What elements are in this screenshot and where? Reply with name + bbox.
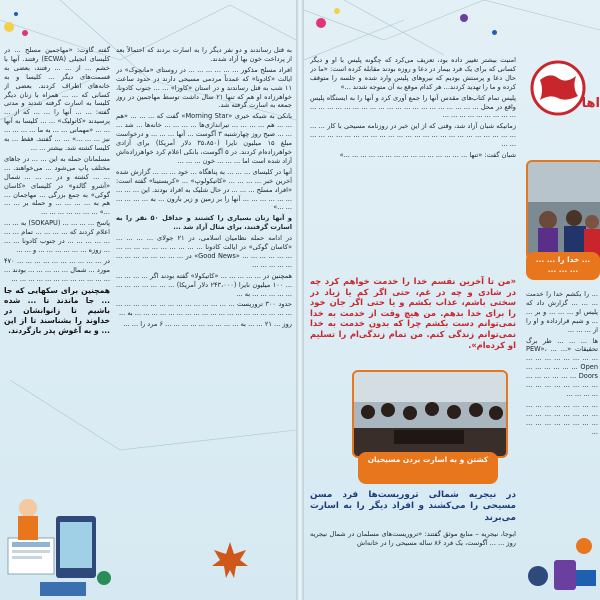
paragraph: روز ... ۲۱ ... ... به ... ... ... ... ... ... ... ... ... ۶ مرد را ... ... (123, 320, 292, 329)
paragraph: پاسخ ... ... ... ... (SOKAPU) به ... ... اعلام کردند که ... ... ... ... تمام ... ... ... ... ... ... ... در جنوب کادونا ... ... ... روزه ... ... ... ... ... ... و ... ... (4, 219, 110, 254)
article-intro: ابوجا، نیجریه – منابع موثق گفتند: «تروریست‌های مسلمان در شمال نیجریه روز ... ... آگوست، یک فرد ۸۶ ساله مسیحی را در خانه‌اش (310, 530, 516, 547)
header-logo-text: اها (581, 96, 600, 111)
photo-caption: ... خدا را ... ... ... ... ... (526, 252, 600, 280)
photo-caption: کشتن و به اسارت بردن مسیحیان (358, 452, 498, 484)
paragraph: زمانیکه شبان آزاد شد، وقتی که از این خبر در روزنامه مسیحی با کار ... ... ... ... ... ... ... ... ... ... ... ... ... ... ... ... ... ... ... ... ... ... ... ... ... ... ... ... (310, 122, 516, 149)
article-column-side (526, 290, 598, 540)
paragraph: همچنین در ... ... ... ... ... «کاتیکولا» گفته بودند اگر ... ... ... ... ... ۱۰۰ میلیون نایرا (۲۴۳،۰۰۰ دلار آمریکا) ... ... ... ... ... ... ... ... ... ... ... ... به ... (116, 271, 292, 298)
left-page (0, 0, 296, 600)
decor-dot (22, 30, 28, 36)
crowd-photo (352, 370, 508, 458)
paragraph: حدود ۳۰۰ تروریست ... ... ... ... ... ... ... ... ... ... ... ... ... ... ... ... ... ... ... ... ... ... ... ... ... ... ... ... ... ... ... ... ... به ... (116, 300, 292, 318)
decor-dot (4, 22, 14, 32)
page-gutter (296, 0, 304, 600)
media-icons-illustration (518, 526, 600, 600)
highlight-paragraph: همچنین برای سکهایی که جا ... جا ماندند تا ... شده باشیم تا زانوانشان در خداوند را بشناسند تا از این ... و به آغوش پدر بازگردند. (4, 285, 110, 335)
paragraph: گفته گاوت: «مهاجمین مسلح ... در کلیسای انجیلی (ECWA) رفتند. آنها با خشم ... از ... ... رفتند، بعضی به قسمت‌های دیگر ... کلیسا و به خانه‌های اطراف کردند. بعضی از کسانی که ... ... همراه با زنان دیگر کلیسا به اسارت گرفته شدند و مدتی گفته: ... ... آنها را ... ... که از ... پرسیدند «کاتولیک» ... ... کلیسا به آنها ... ... «مهمانی ... ... به ما ... ... ... ... نیز ... ... ...» ... ... گفتند. فقط ... به کلیسا کشته شد. بیشتر ... ... (4, 46, 110, 152)
paragraph: در ... ... ... ... ... ... ... ... ... ... ۴۷۰ مورد ... شمال ... ... ... ... ... بودند ... ... ... ... ... ... ... ... ... ... ... ... ... (4, 256, 110, 283)
paragraph: امنیت بیشتر تغییر داده بود، تعریف می‌کرد که چگونه پلیس با او و دیگر کسانی که برای یک فرد بیمار در دعا و روزه بودند مقابله کرده است: «ما در حال دعا و پرستش بودیم که نیروهای پلیس وارد شده و جلسه را متوقف کرده و ما را تهدید کردند... هر کدام موقع به آن متوجه شدند ...» (310, 56, 516, 91)
right-page (304, 0, 600, 600)
paragraph: پلیس تمام کتاب‌های مقدس آنها را جمع آوری کرد و آنها را به ایستگاه پلیس واقع در محل ... ... ... ... ... ... ... ... ... ... ... ... ... ... ... ... ... ... ... ... ... ... ... ... ... ... ... ... ... (310, 93, 516, 120)
paragraph: افراد مسلح مذکور ... ... ... ... ... ... در روستای «مانچوک» در ایالت «کادونا» که عمدتاً مردمی مسیحی دارند در حدود ساعت ۱۱ شب به قتل رساندند و در استان «کاورا» ... ... جنوب کادونا، خواهرزاده او هم که تنها ۲۱ سال داشت توسط مهاجمین در روز جمعه به اسارت گرفته شد. (116, 65, 292, 110)
paragraph: مسلمانان حمله به این ... ... در جاهای مختلف پاپ می‌شود ... می‌خواهند. ... ... ... کشته و در ... ... ... شمال «آشرو گالدو» در کلیسای «کاسان گوکی» به جمع بزرگی ... مهاجمان ... هم به ... ... ... ... و حمله بر ... ... ...» ... ... ... ... ... ... ... (4, 154, 110, 217)
decor-dot (316, 18, 326, 28)
article-column-right (116, 46, 292, 546)
decor-dot (334, 8, 340, 14)
article-column-left (4, 46, 110, 478)
protest-photo (526, 160, 600, 260)
paragraph: ... را بکشم خدا را خدمت ... ... ... گزارش داد که پلیس او ... ... ... و بر ... ... و شبم قرارداده و او را از ... ... ... (526, 290, 598, 334)
decor-dot (492, 30, 497, 35)
maple-leaf-icon (210, 540, 250, 580)
paragraph: ... ... ... ... ... ... ... ... ... ... ... ... ... ... ... ... ... ... ... ... ... ... ... ... ... (526, 400, 598, 436)
bold-paragraph: و آنها زنان بسیاری را کشتند و حداقل ۵۰ نفر را به اسارت گرفتند، برای مثال آزاد شد ... (116, 214, 292, 232)
decor-dot (14, 12, 18, 16)
decor-dot (460, 14, 468, 22)
paragraph: به قتل رساندند و دو نفر دیگر را به اسارت بردند که احتمالاً بعد از پرداخت خون بها آزاد شدند. (116, 46, 292, 63)
paragraph: بانکی به شبکه خبری «Morning Star» گفت که ... ... ... «هم ... ... هم ... ... ... ... تیراندازی‌ها ... ... ... ... خانه‌ها ... شد ... ... ... صبح روز چهارشنبه ۳ آگوست ... آنها ... ... ... و درخواست مبلغ ۱۵ میلیون نایرا (۳۵،۸۵۰ دلار آمریکا) برای آزادی خواهرزاده‌ام کردند. در ۵ آگوست، بانکی اعلام کرد خواهرزاده‌اش آزاد شده است اما ... ... ... خون ... ... ... (116, 112, 292, 165)
article-heading: در نیجریه شمالی تروریست‌ها فرد مسن مسیحی را می‌کشند و افراد دیگر را به اسارت می‌برند (310, 490, 516, 523)
article-column-main (310, 56, 516, 288)
pull-quote: «من تا آخرین نفسم خدا را خدمت خواهم کرد چه در شادی و چه در غم، حتی اگر کم یا زیاد در سختی باشم، عذاب بکشم و یا حتی اگر جان خود را برای خدا بدهم. من هیچ وقت از خدمت به خدا نمی‌توانم دست بکشم چرا که بدون خدمت به خدا نمی‌توانم زندگی کنم. من تمام زندگی‌ام را تسلیم او کرده‌ام». (310, 276, 516, 350)
paragraph: ها ... ... ... طر برگ تحقیقات «PEW»، ... ... ... ... ... ... ... ... ... ... ... ... ... ... ... ... Open Doors ... ... ... ... ... ... ... ... ... ... ... ... ... ... ... ... ... ... (526, 336, 598, 398)
media-illustration (0, 478, 120, 600)
paragraph: شبان گفت: «تنها ... ... ... ... ... ... ... ... ... ... ... ... ... ... ...» (339, 151, 516, 160)
paragraph: در ادامه حمله نظامیان اسلامی، در ۲۱ جولای ... ... ... ... «کاسان گوکی» در ایالت کادونا ... ... ... ... ... ... ... ... ... ... ... ... ... ... ... ... «Good News» در ... ... ... ... ... ... ... ... ... ... ... ... ... (116, 234, 292, 269)
paragraph: آنها در کلیسای ... ... ... به پناهگاه ... خود ... ... ... گزارش شده آخرین خبر ... ... ... ... «کاتیکولوپ» ... «کریستینا» گفته است: «افراد مسلح ... ... ... در حال شلیک به افراد بودند. این ... ... ... ... ... ... ... ... ... آنها را بر زمین و زیر بارون ... به ... ... ... ... ... ...» (116, 167, 292, 212)
